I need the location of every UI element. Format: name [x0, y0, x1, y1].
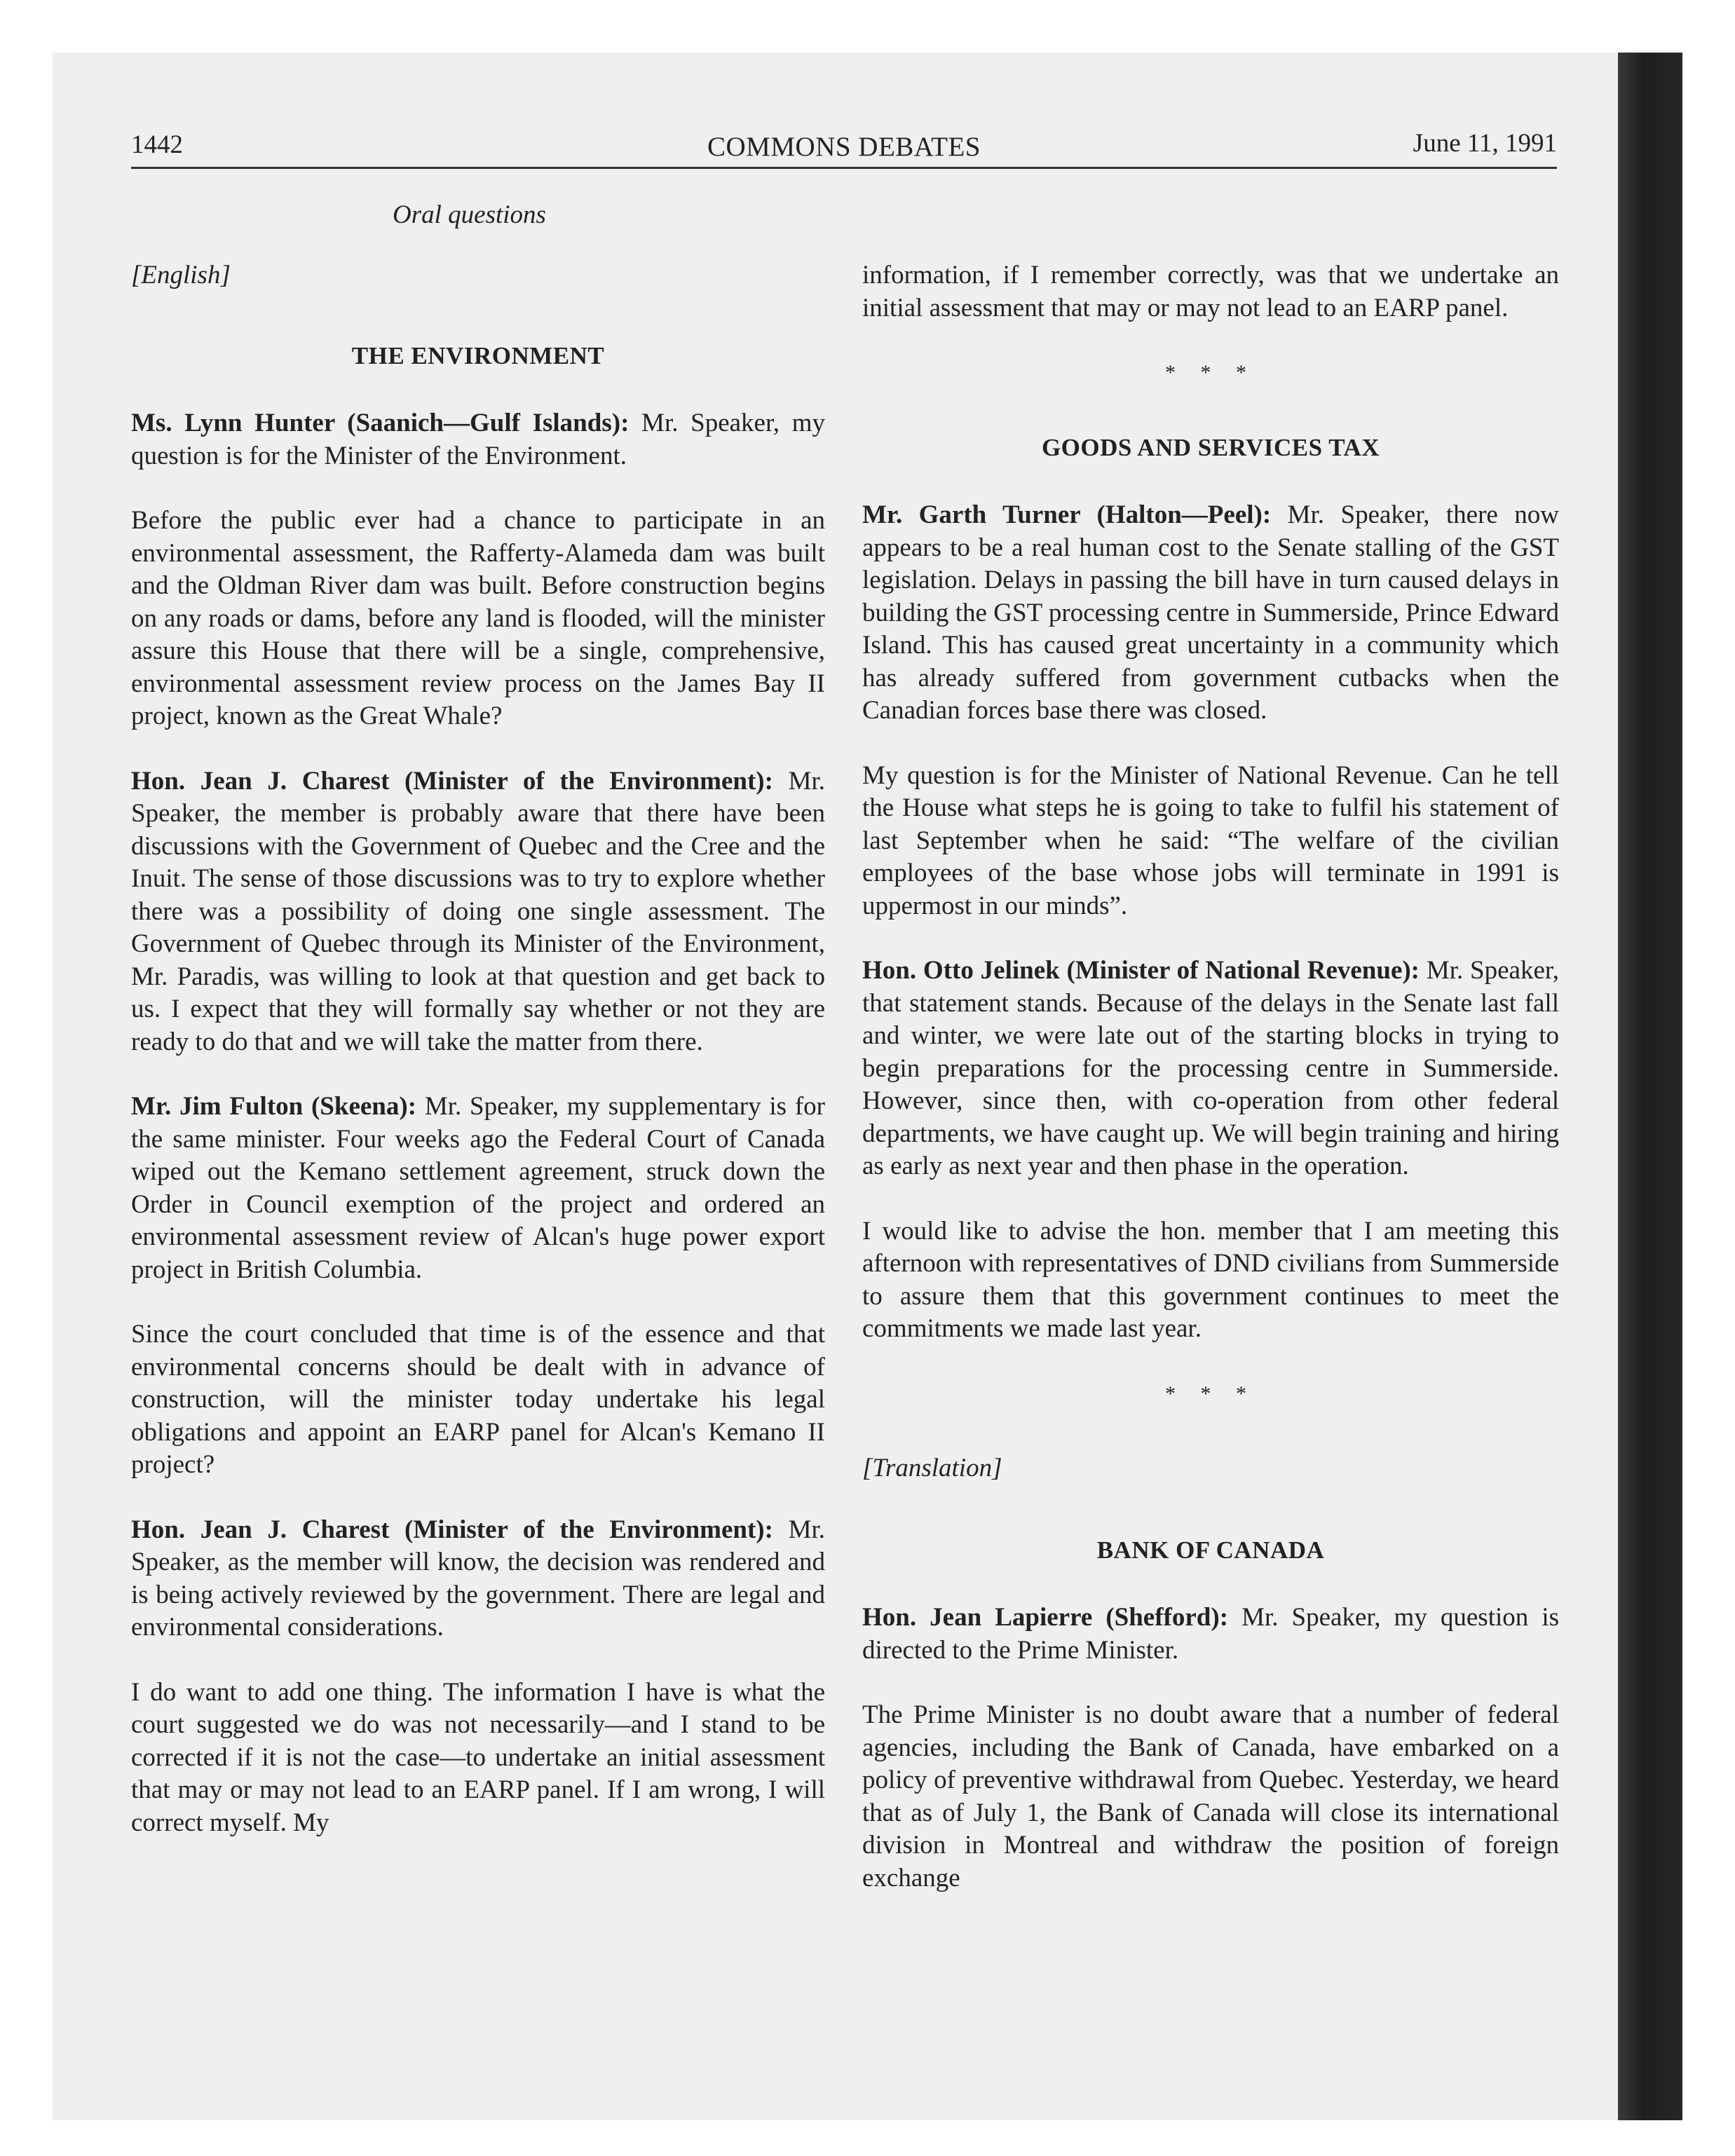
paragraph: The Prime Minister is no doubt aware that a number of federal agencies, including the Bank of Canada, have embarked on a policy of preventive withdrawal from Quebec. Yesterday, we heard that as of July 1, the Bank of Canada will close its international division in Montreal and withdraw the position of foreign exchange [862, 1700, 1559, 1892]
speaker-name: Mr. Jim Fulton (Skeena): [131, 1092, 417, 1121]
speech-text: Mr. Speaker, my supplementary is for the same minister. Four weeks ago the Federal Court of Canada wiped out the Kemano settlement agreement, struck down the Order in Council exemption of the project and ordered an environmental assessment review of Alcan's huge power export project in British Columbia. [131, 1092, 826, 1284]
section-separator: * * * [1165, 1381, 1256, 1405]
scan-edge-shadow [1618, 53, 1682, 2120]
publication-title: COMMONS DEBATES [707, 132, 981, 162]
speaker-name: Hon. Jean J. Charest (Minister of the Environment): [131, 1515, 773, 1544]
language-tag-translation: [Translation] [862, 1454, 1002, 1482]
paragraph: information, if I remember correctly, was that we undertake an initial assessment that may or may not lead to an EARP panel. [862, 261, 1559, 322]
heading-environment: THE ENVIRONMENT [351, 341, 605, 369]
paragraph: Since the court concluded that time is of the essence and that environmental concerns should be dealt with in advance of construction, will the minister today undertake his legal obligations and appoint an EARP panel for Alcan's Kemano II project? [131, 1320, 825, 1479]
speaker-name: Hon. Jean J. Charest (Minister of the Environment): [131, 766, 773, 796]
paragraph [131, 765, 825, 1059]
speech-text: Mr. Speaker, my question is directed to the Prime Minister. [862, 1603, 1559, 1665]
speaker-name: Hon. Otto Jelinek (Minister of National Revenue): [862, 956, 1420, 985]
paragraph [131, 1514, 825, 1644]
section-separator: * * * [1165, 361, 1256, 384]
paragraph [131, 1091, 825, 1286]
page-header [131, 125, 1557, 167]
paragraph: My question is for the Minister of National Revenue. Can he tell the House what steps he is going to take to fulfil his statement of last September when he said: “The welfare of the civilian employees of the base whose jobs will terminate in 1991 is uppermost in our minds”. [862, 760, 1559, 920]
language-tag-english: [English] [131, 261, 231, 289]
right-column [862, 259, 1559, 1895]
paragraph: I would like to advise the hon. member that I am meeting this afternoon with representatives of DND civilians from Summerside to assure them that this government continues to meet the commitments we made last year. [862, 1216, 1559, 1343]
speaker-name: Ms. Lynn Hunter (Saanich—Gulf Islands): [131, 409, 630, 437]
paragraph [862, 499, 1559, 728]
left-column [131, 259, 825, 1839]
heading-bank-of-canada: BANK OF CANADA [1096, 1536, 1325, 1564]
page-date: June 11, 1991 [1413, 129, 1557, 158]
paragraph [862, 1602, 1559, 1667]
speech-text: Mr. Speaker, my question is for the Minister of the Environment. [131, 409, 825, 470]
paragraph: I do want to add one thing. The information I have is what the court suggested we do was not necessarily—and I stand to be corrected if it is not the case—to undertake an initial assessment that may or may not lead to an EARP panel. If I am wrong, I will correct myself. My [131, 1677, 825, 1837]
page-number: 1442 [131, 130, 183, 159]
speaker-name: Hon. Jean Lapierre (Shefford): [862, 1603, 1229, 1632]
header-rule [131, 167, 1557, 169]
running-head: Oral questions [393, 200, 546, 229]
heading-gst: GOODS AND SERVICES TAX [1041, 433, 1380, 461]
speech-text: Mr. Speaker, as the member will know, the decision was rendered and is being actively reviewed by the government. There are legal and environmental considerations. [131, 1515, 825, 1642]
speaker-name: Mr. Garth Turner (Halton—Peel): [862, 500, 1272, 529]
paragraph: Before the public ever had a chance to participate in an environmental assessment, the Rafferty-Alameda dam was built and the Oldman River dam was built. Before construction begins on any roads or dams, before any land is flooded, will the minister assure this House that there will be a single, comprehensive, environmental assessment review process on the James Bay II project, known as the Great Whale? [131, 506, 825, 730]
speech-text: Mr. Speaker, that statement stands. Because of the delays in the Senate last fall and winter, we were late out of the starting blocks in trying to begin preparations for the processing centre in Summerside. However, since then, with co-operation from other federal departments, we have caught up. We will begin training and hiring as early as next year and then phase in the operation. [862, 956, 1559, 1180]
paragraph [862, 955, 1559, 1183]
speech-text: Mr. Speaker, the member is probably aware that there have been discussions with the Government of Quebec and the Cree and the Inuit. The sense of those discussions was to try to explore whether there was a possibility of doing one single assessment. The Government of Quebec through its Minister of the Environment, Mr. Paradis, was willing to look at that question and get back to us. I expect that they will formally say whether or not they are ready to do that and we will take the matter from there. [131, 766, 825, 1056]
speech-text: Mr. Speaker, there now appears to be a real human cost to the Senate stalling of the GST legislation. Delays in passing the bill have in turn caused delays in building the GST processing centre in Summerside, Prince Edward Island. This has caused great uncertainty in a community which has already suffered from government cutbacks when the Canadian forces base there was closed. [862, 500, 1559, 725]
paragraph [131, 407, 825, 472]
